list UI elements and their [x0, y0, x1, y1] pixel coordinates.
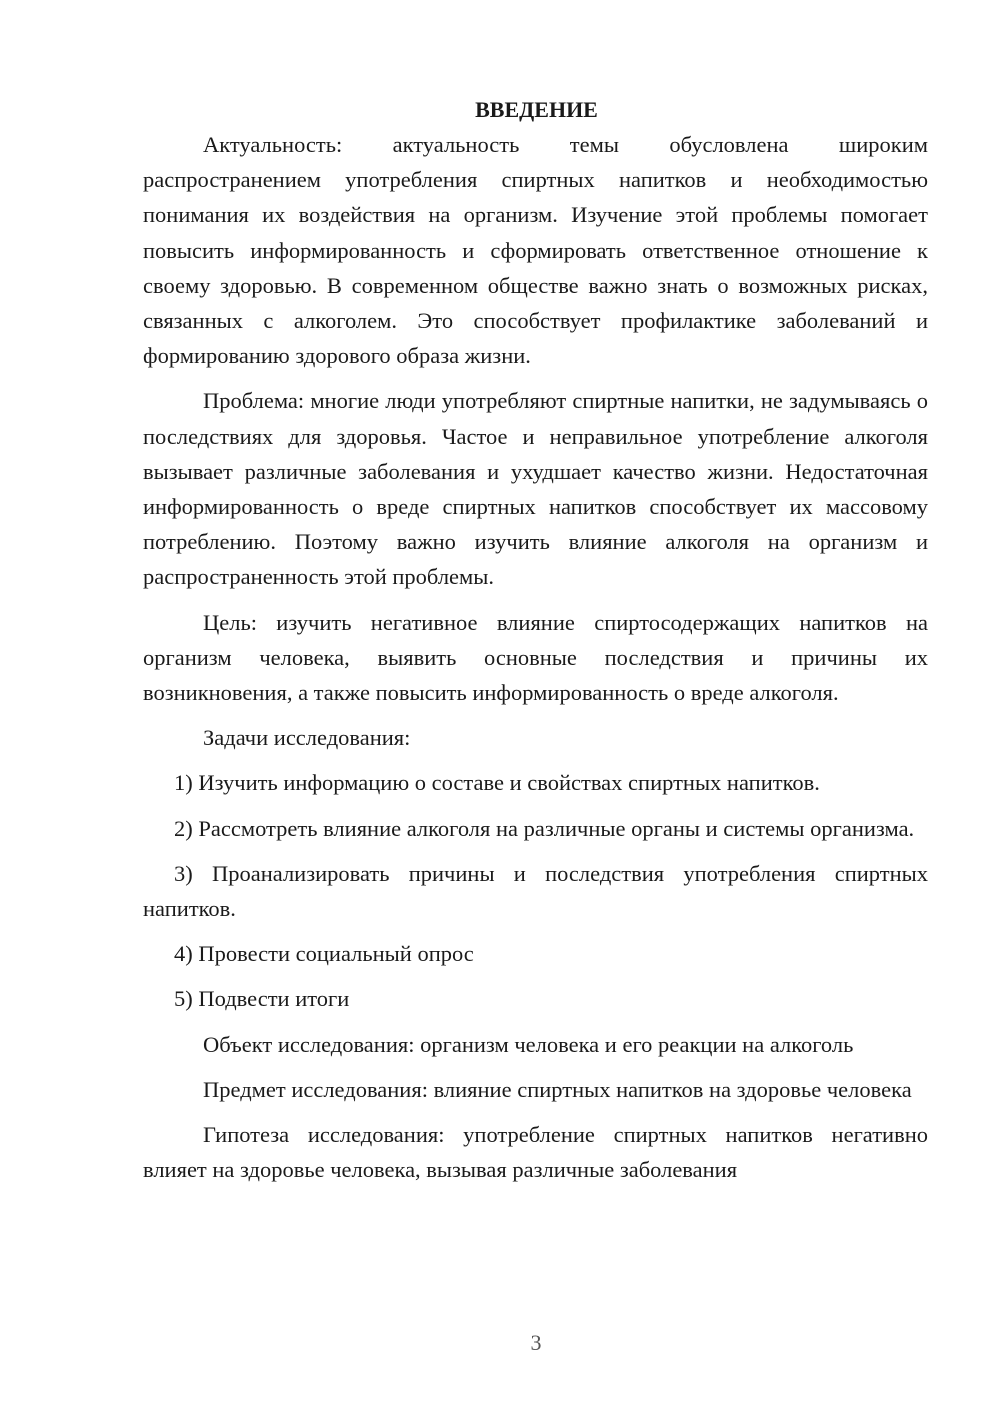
page-number: 3 — [530, 1330, 542, 1355]
task-item: 4) Провести социальный опрос — [174, 941, 474, 967]
paragraph-goal: Цель: изучить негативное влияние спиртосодержащих напитков на организм человека, выявить основные последствия и причины их возникновения, а также повысить информированность о вреде алкоголя. — [143, 609, 928, 706]
section-title: ВВЕДЕНИЕ — [475, 97, 598, 122]
paragraph-subject: Предмет исследования: влияние спиртных напитков на здоровье человека — [203, 1076, 912, 1102]
task-item: 5) Подвести итоги — [174, 986, 350, 1012]
tasks-list — [143, 765, 928, 1016]
paragraph-relevance: Актуальность: актуальность темы обусловлена широким распространением употребления спиртных напитков и необходимостью понимания их воздействия на организм. Изучение этой проблемы помогает повысить информированность и сформировать ответственное отношение к своему здоровью. В современном обществе важно знать о возможных рисках, связанных с алкоголем. Это способствует профилактике заболеваний и формированию здорового образа жизни. — [143, 132, 928, 369]
task-item: 3) Проанализировать причины и последствия употребления спиртных напитков. — [143, 860, 928, 922]
paragraph-problem: Проблема: многие люди употребляют спиртные напитки, не задумываясь о последствиях для здоровья. Частое и неправильное употребление алкоголя вызывает различные заболевания и ухудшает качество жизни. Недостаточная информированность о вреде спиртных напитков способствует их массовому потреблению. Поэтому важно изучить влияние алкоголя на организм и распространенность этой проблемы. — [143, 388, 928, 590]
paragraph-hypothesis: Гипотеза исследования: употребление спиртных напитков негативно влияет на здоровье человека, вызывая различные заболевания — [143, 1122, 928, 1183]
task-item: 1) Изучить информацию о составе и свойствах спиртных напитков. — [174, 770, 820, 796]
task-item: 2) Рассмотреть влияние алкоголя на различные органы и системы организма. — [174, 815, 915, 841]
tasks-heading: Задачи исследования: — [203, 725, 411, 751]
paragraph-object: Объект исследования: организм человека и его реакции на алкоголь — [203, 1031, 854, 1057]
document-body — [143, 92, 928, 1187]
